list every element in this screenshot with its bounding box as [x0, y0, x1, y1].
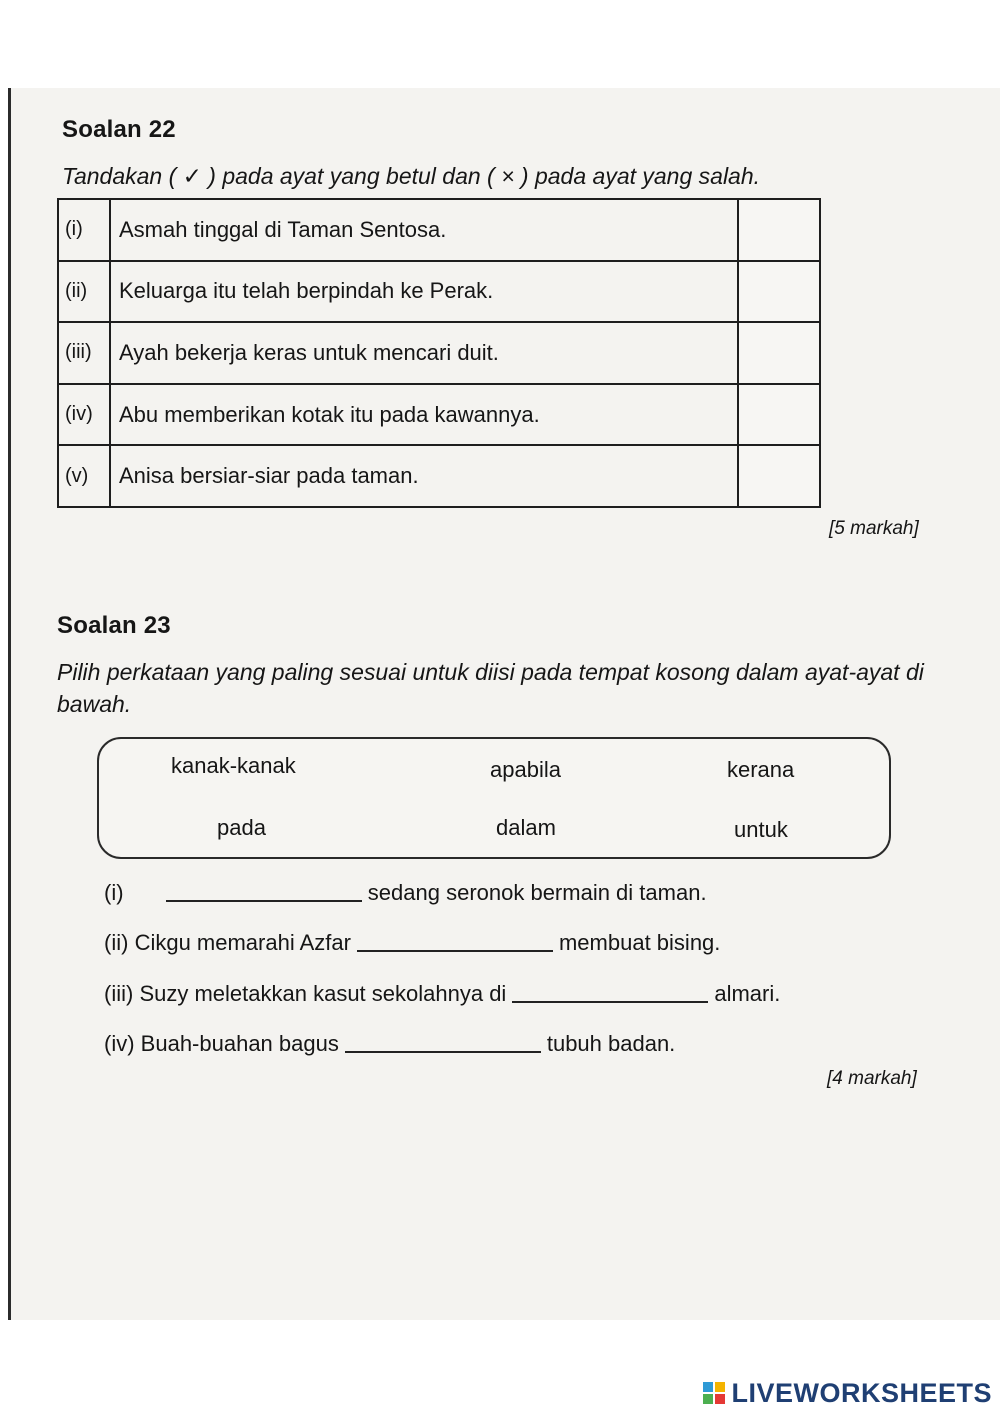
q23-item-number: (i)	[104, 880, 124, 905]
q22-title: Soalan 22	[62, 116, 176, 143]
word-option[interactable]: untuk	[734, 817, 788, 842]
word-bank	[97, 737, 891, 859]
q22-row-number: (iv)	[58, 384, 110, 446]
word-option[interactable]: kerana	[727, 757, 795, 782]
q23-item	[104, 981, 780, 1007]
liveworksheets-logo-icon	[703, 1382, 725, 1404]
q23-item-text-after: membuat bising.	[558, 930, 721, 955]
q22-table	[57, 198, 821, 508]
table-row	[58, 384, 820, 446]
q22-row-number: (ii)	[58, 261, 110, 323]
q23-item-text-after: tubuh badan.	[546, 1031, 676, 1056]
q22-row-number: (v)	[58, 445, 110, 507]
q23-instruction: Pilih perkataan yang paling sesuai untuk diisi pada tempat kosong dalam ayat-ayat di bawah.	[57, 659, 924, 717]
q22-answer-box[interactable]	[738, 322, 820, 384]
answer-blank[interactable]	[345, 1050, 541, 1053]
q22-marks: [5 markah]	[829, 518, 919, 539]
table-row	[58, 261, 820, 323]
q23-item-text-after: sedang seronok bermain di taman.	[367, 880, 707, 905]
q22-instruction: Tandakan ( ✓ ) pada ayat yang betul dan ( × ) pada ayat yang salah.	[62, 163, 761, 189]
q23-item	[104, 880, 707, 906]
liveworksheets-brand	[703, 1376, 992, 1410]
word-option[interactable]: pada	[217, 815, 266, 840]
q22-answer-box[interactable]	[738, 384, 820, 446]
q23-item-number: (ii)	[104, 930, 129, 955]
q23-item-text-after: almari.	[714, 981, 781, 1006]
q22-row-sentence: Abu memberikan kotak itu pada kawannya.	[110, 384, 738, 446]
q23-marks: [4 markah]	[827, 1068, 917, 1089]
q23-item	[104, 930, 720, 956]
q23-item-text-before: Cikgu memarahi Azfar	[134, 930, 351, 955]
q23-title: Soalan 23	[57, 612, 171, 639]
word-option[interactable]: kanak-kanak	[171, 753, 296, 778]
brand-text: LIVEWORKSHEETS	[731, 1377, 992, 1408]
q23-item-number: (iv)	[104, 1031, 135, 1056]
q22-row-sentence: Anisa bersiar-siar pada taman.	[110, 445, 738, 507]
q22-row-sentence: Asmah tinggal di Taman Sentosa.	[110, 199, 738, 261]
q22-row-number: (iii)	[58, 322, 110, 384]
table-row	[58, 445, 820, 507]
q22-answer-box[interactable]	[738, 261, 820, 323]
table-row	[58, 199, 820, 261]
q23-item-number: (iii)	[104, 981, 134, 1006]
q22-row-sentence: Keluarga itu telah berpindah ke Perak.	[110, 261, 738, 323]
word-option[interactable]: apabila	[490, 757, 561, 782]
answer-blank[interactable]	[166, 899, 362, 902]
q22-row-sentence: Ayah bekerja keras untuk mencari duit.	[110, 322, 738, 384]
table-row	[58, 322, 820, 384]
q23-item-text-before: Buah-buahan bagus	[140, 1031, 339, 1056]
q22-answer-box[interactable]	[738, 199, 820, 261]
answer-blank[interactable]	[512, 1000, 708, 1003]
q23-item	[104, 1031, 675, 1057]
q22-row-number: (i)	[58, 199, 110, 261]
q23-item-text-before: Suzy meletakkan kasut sekolahnya di	[139, 981, 507, 1006]
q22-answer-box[interactable]	[738, 445, 820, 507]
word-option[interactable]: dalam	[496, 815, 556, 840]
answer-blank[interactable]	[357, 949, 553, 952]
